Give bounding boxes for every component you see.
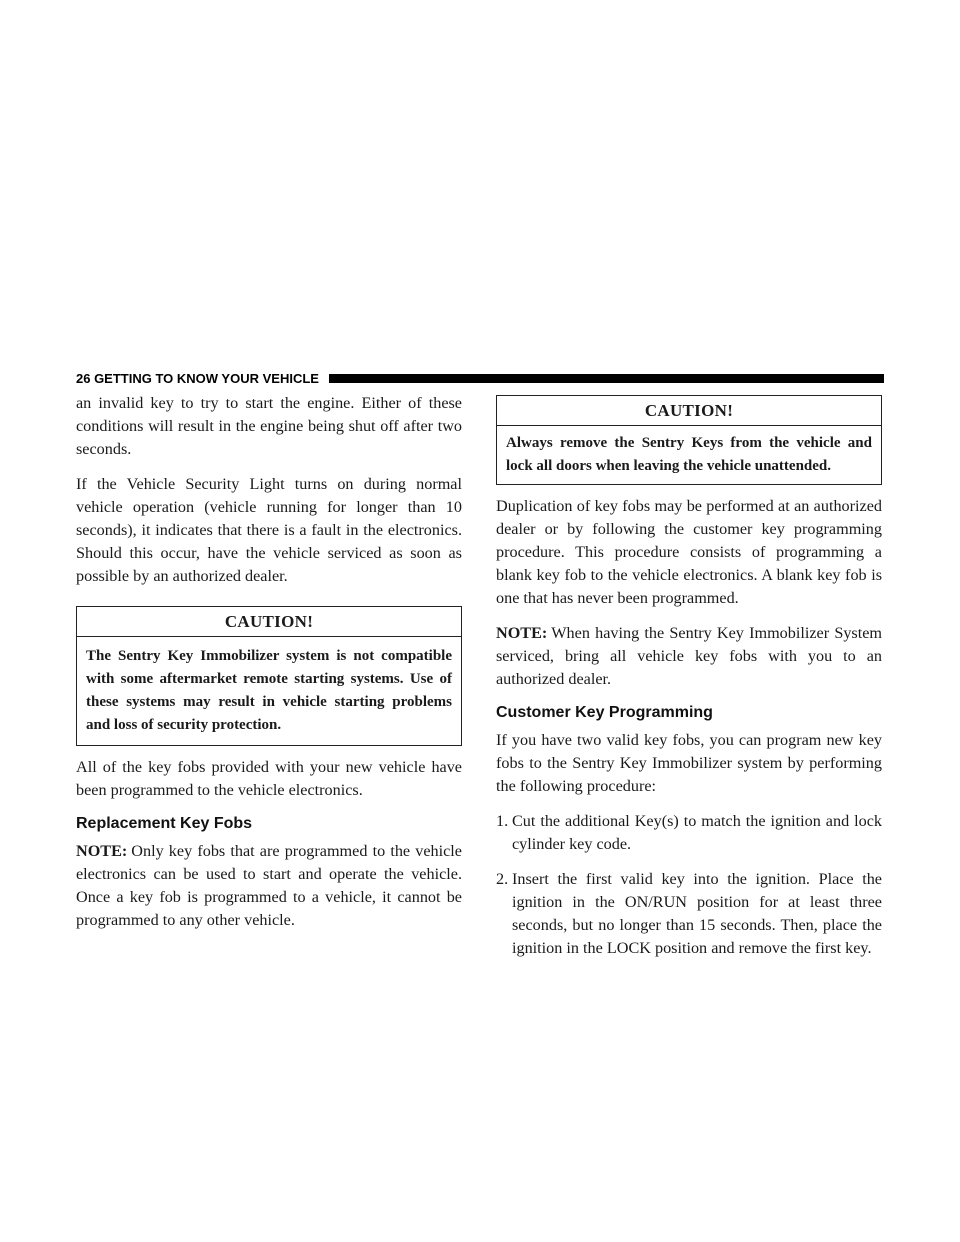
paragraph: Duplication of key fobs may be performed at an authorized dealer or by following the customer key programming procedure. This procedure consists of programming a blank key fob to the vehicle electronics. A blank key fob is one that has never been programmed. [496, 497, 882, 607]
caution-box [76, 606, 462, 746]
header-rule [329, 374, 884, 383]
step-text: Insert the first valid key into the ignition. Place the ignition in the ON/RUN position for at least three seconds, but no longer than 15 seconds. Then, place the ignition in the LOCK position and remove the first key. [512, 870, 882, 957]
step-number: 2. [496, 870, 509, 888]
caution-body: The Sentry Key Immobilizer system is not compatible with some aftermarket remote starting systems. Use of these systems may result in vehicle starting problems and loss of security protection. [86, 648, 452, 733]
note-text: Only key fobs that are programmed to the vehicle electronics can be used to start and operate the vehicle. Once a key fob is programmed to a vehicle, it cannot be programmed to any other vehicle. [76, 842, 462, 929]
note-label: NOTE: [76, 842, 128, 860]
list-item [496, 810, 882, 856]
right-column [496, 392, 882, 972]
page-header [76, 372, 884, 386]
section-heading: Customer Key Programming [496, 704, 713, 721]
paragraph: an invalid key to try to start the engine. Either of these conditions will result in the engine being shut off after two seconds. [76, 394, 462, 458]
note-paragraph [76, 840, 462, 932]
step-text: Cut the additional Key(s) to match the ignition and lock cylinder key code. [512, 812, 882, 853]
caution-body: Always remove the Sentry Keys from the vehicle and lock all doors when leaving the vehicle unattended. [506, 435, 872, 474]
procedure-steps [496, 810, 882, 960]
left-column [76, 392, 462, 944]
paragraph: If the Vehicle Security Light turns on during normal vehicle operation (vehicle running for longer than 10 seconds), it indicates that there is a fault in the electronics. Should this occur, have the vehicle serviced as soon as possible by an authorized dealer. [76, 475, 462, 585]
paragraph: All of the key fobs provided with your new vehicle have been programmed to the vehicle electronics. [76, 758, 462, 799]
note-label: NOTE: [496, 624, 548, 642]
list-item [496, 868, 882, 960]
note-text: When having the Sentry Key Immobilizer System serviced, bring all vehicle key fobs with you to an authorized dealer. [496, 624, 882, 688]
page-header-label: 26 GETTING TO KNOW YOUR VEHICLE [76, 371, 319, 386]
caution-box [496, 395, 882, 485]
paragraph: If you have two valid key fobs, you can program new key fobs to the Sentry Key Immobilizer system by performing the following procedure: [496, 731, 882, 795]
section-heading: Replacement Key Fobs [76, 815, 253, 832]
caution-title: CAUTION! [497, 396, 881, 426]
caution-title: CAUTION! [77, 607, 461, 637]
note-paragraph [496, 622, 882, 691]
step-number: 1. [496, 812, 509, 830]
